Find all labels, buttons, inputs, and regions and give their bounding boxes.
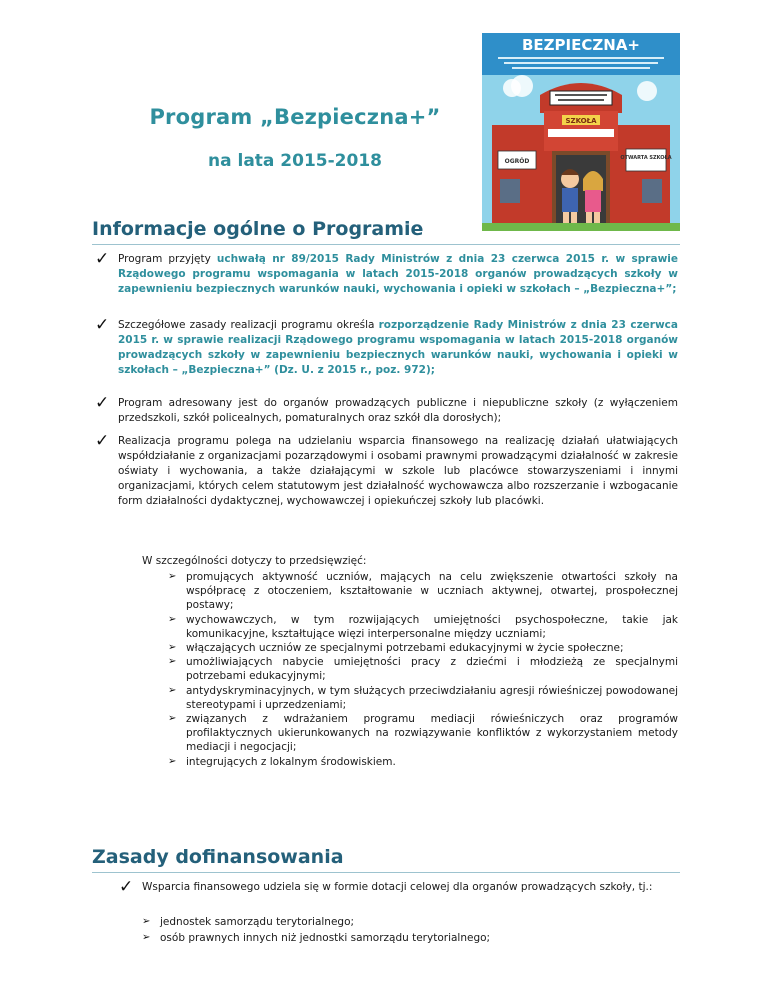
- list-item-text: antydyskryminacyjnych, w tym służących przeciwdziałaniu agresji rówieśniczej powodowanej stereotypami i uprzedzeniami;: [186, 684, 678, 711]
- list-item: [95, 431, 678, 509]
- item-text-plain: Program przyjęty: [118, 253, 217, 265]
- arrow-bullet-icon: ➢: [142, 932, 151, 943]
- list-item-text: wychowawczych, w tym rozwijających umiejętności psychospołeczne, takie jak komunikacyjne, kształtujące więzi interpersonalne między uczniami;: [186, 613, 678, 640]
- list-item-text: związanych z wdrażaniem programu mediacji rówieśniczych oraz programów profilaktycznych ukierunkowanych na rozwiązywanie konfliktów z wykorzystaniem metody mediacji i negocjacji;: [186, 713, 678, 754]
- checkmark-icon: ✓: [95, 249, 110, 269]
- list-item: [95, 393, 678, 426]
- poster-left-sign: OGRÓD: [504, 158, 530, 165]
- list-item-text: promujących aktywność uczniów, mających na celu zwiększenie otwartości szkoły na współpracę z otoczeniem, kształtowanie w uczniach aktywnej, otwartej, prospołecznej postawy;: [186, 571, 678, 612]
- poster-school-sign: SZKOŁA: [565, 117, 597, 125]
- list-item: [142, 930, 642, 946]
- arrow-bullet-icon: ➢: [168, 571, 177, 582]
- list-item: [168, 641, 678, 655]
- poster-right-sign: OTWARTA SZKOŁA: [620, 155, 672, 161]
- poster-illustration: [482, 33, 680, 231]
- section-heading-general: Informacje ogólne o Programie: [92, 218, 424, 240]
- list-item: [168, 570, 678, 613]
- list-item: [168, 712, 678, 755]
- list-item-text: integrujących z lokalnym środowiskiem.: [186, 755, 396, 768]
- list-item-text: jednostek samorządu terytorialnego;: [160, 916, 355, 928]
- list-item-text: Program adresowany jest do organów prowadzących publiczne i niepubliczne szkoły (z wyłączeniem przedszkoli, szkół policealnych, pomaturalnych oraz szkół dla dorosłych);: [118, 397, 678, 424]
- activities-list: [168, 570, 678, 769]
- list-item: [168, 655, 678, 683]
- checkmark-icon: ✓: [95, 431, 110, 451]
- arrow-bullet-icon: ➢: [168, 713, 177, 725]
- poster-header: BEZPIECZNA+: [522, 36, 640, 54]
- list-item: [142, 914, 642, 930]
- list-item: [95, 249, 678, 297]
- activities-lead: W szczególności dotyczy to przedsięwzięć:: [142, 555, 367, 567]
- page-subtitle: na lata 2015-2018: [208, 151, 382, 171]
- list-item-text: osób prawnych innych niż jednostki samorządu terytorialnego;: [160, 932, 491, 944]
- section-heading-funding: Zasady dofinansowania: [92, 846, 344, 868]
- item-text-plain: Szczegółowe zasady realizacji programu określa: [118, 319, 379, 331]
- checkmark-icon: ✓: [95, 315, 110, 335]
- checkmark-icon: ✓: [95, 393, 110, 413]
- arrow-bullet-icon: ➢: [168, 684, 177, 696]
- arrow-bullet-icon: ➢: [168, 656, 177, 668]
- list-item-text: włączających uczniów ze specjalnymi potrzebami edukacyjnymi w życie społeczne;: [186, 642, 624, 655]
- title-block: [110, 105, 480, 171]
- list-item: [119, 877, 682, 897]
- arrow-bullet-icon: ➢: [168, 613, 177, 625]
- list-item: [168, 684, 678, 712]
- list-item-text: umożliwiających nabycie umiejętności pracy z dziećmi i młodzieżą ze specjalnymi potrzebami edukacyjnymi;: [186, 656, 678, 683]
- arrow-bullet-icon: ➢: [142, 916, 151, 927]
- funding-recipients-list: [142, 914, 642, 946]
- item-text-highlight: uchwałą nr 89/2015 Rady Ministrów z dnia 23 czerwca 2015 r. w sprawie Rządowego programu wspomagania w latach 2015-2018 organów prowadzących szkoły w zapewnieniu bezpiecznych warunków nauki, wychowania i opieki w szkołach – „Bezpieczna+”;: [118, 253, 678, 295]
- list-item: [168, 755, 678, 769]
- arrow-bullet-icon: ➢: [168, 755, 177, 767]
- list-item: [168, 613, 678, 641]
- item-text-highlight: rozporządzenie Rady Ministrów z dnia 23 czerwca 2015 r. w sprawie realizacji Rządowego programu wspomagania w latach 2015-2018 organów prowadzących szkoły w zapewnieniu bezpiecznych warunków nauki, wychowania i opieki w szkołach – „Bezpieczna+” (Dz. U. z 2015 r., poz. 972);: [118, 319, 678, 376]
- arrow-bullet-icon: ➢: [168, 642, 177, 654]
- page-title: Program „Bezpieczna+”: [149, 105, 441, 129]
- list-item-text: [118, 318, 678, 378]
- list-item-text: Wsparcia finansowego udziela się w formie dotacji celowej dla organów prowadzących szkoły, tj.:: [142, 881, 653, 893]
- list-item: [95, 315, 678, 378]
- list-item-text: [118, 252, 678, 297]
- section-divider: [92, 244, 680, 245]
- list-item-text: Realizacja programu polega na udzielaniu wsparcia finansowego na realizację działań ułatwiających współdziałanie z organizacjami pozarządowymi i osobami prawnymi prowadzącymi działalność w zakresie oświaty i wychowania, a także działającymi w szkole lub placówce stowarzyszeniami i innymi organizacjami, których celem statutowym jest działalność wychowawcza albo rozszerzanie i wzbogacanie form działalności dydaktycznej, wychowawczej i opiekuńczej szkoły lub placówki.: [118, 435, 678, 507]
- program-poster-image: [482, 33, 680, 231]
- section-divider: [92, 872, 680, 873]
- checkmark-icon: ✓: [119, 877, 134, 897]
